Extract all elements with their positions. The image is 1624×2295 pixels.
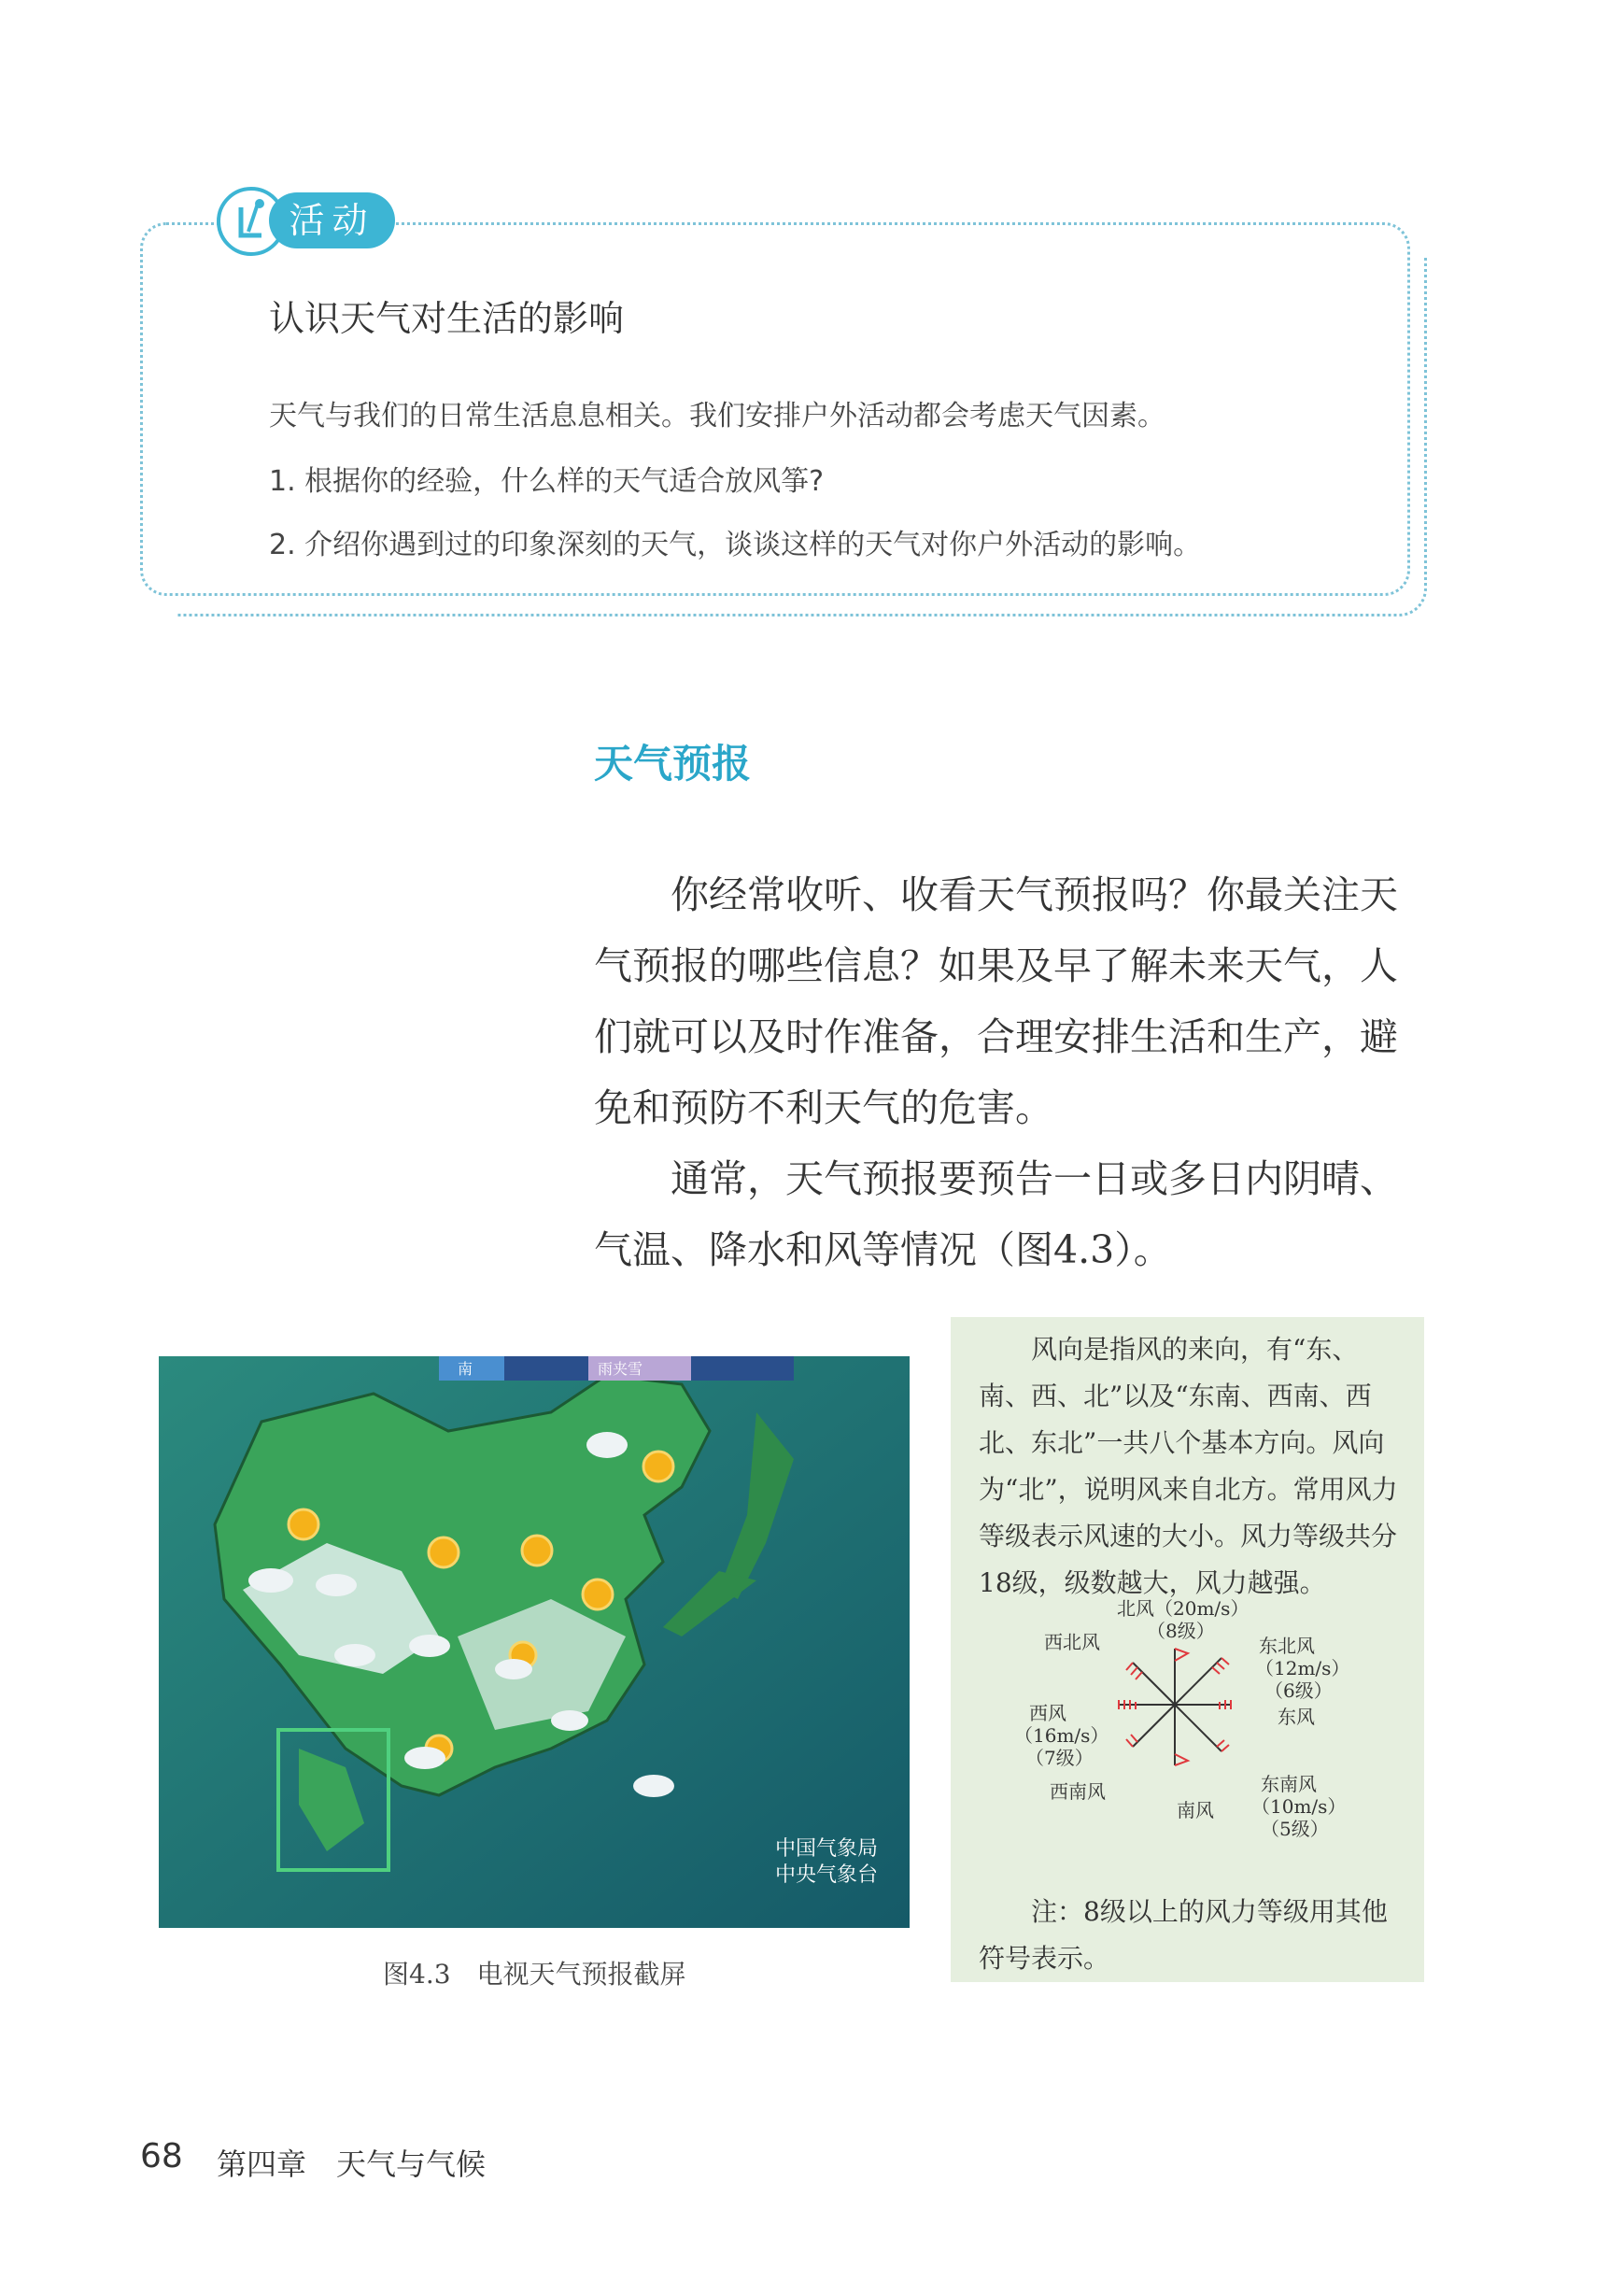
activity-badge-label: 活动	[269, 192, 395, 248]
map-logo-line-1: 中国气象局	[775, 1837, 879, 1861]
wind-label-northeast-speed: （12m/s）	[1255, 1657, 1350, 1679]
activity-question-2: 2. 介绍你遇到过的印象深刻的天气，谈谈这样的天气对你户外活动的影响。	[269, 529, 1202, 561]
wind-label-northeast: 东北风	[1259, 1635, 1315, 1657]
activity-intro: 天气与我们的日常生活息息相关。我们安排户外活动都会考虑天气因素。	[269, 400, 1165, 432]
wind-direction-diagram	[1091, 1625, 1259, 1784]
wind-label-northwest: 西北风	[1044, 1631, 1100, 1653]
wind-label-southeast-level: （5级）	[1261, 1818, 1329, 1840]
wind-label-west-level: （7级）	[1025, 1747, 1094, 1769]
wind-note-footnote: 注：8级以上的风力等级用其他符号表示。	[979, 1896, 1388, 1974]
wind-label-west-speed: （16m/s）	[1014, 1724, 1109, 1747]
page-number: 68	[140, 2137, 183, 2175]
wind-label-north: 北风（20m/s）	[1117, 1597, 1250, 1620]
wind-label-north-level: （8级）	[1147, 1620, 1215, 1642]
wind-note-text: 风向是指风的来向，有“东、南、西、北”以及“东南、西南、西北、东北”一共八个基本方向。风向为“北”，说明风来自北方。常用风力等级表示风速的大小。风力等级共分18级，级数越大，风力越强。	[979, 1334, 1398, 1598]
map-legend-label-2: 雨夹雪	[598, 1360, 643, 1378]
map-legend-label-1: 南	[458, 1360, 473, 1378]
body-paragraph-1: 你经常收听、收看天气预报吗？你最关注天气预报的哪些信息？如果及早了解未来天气，人们就可以及时作准备，合理安排生活和生产，避免和预防不利天气的危害。	[594, 872, 1398, 1130]
wind-label-southeast-speed: （10m/s）	[1251, 1795, 1347, 1818]
section-title: 天气预报	[594, 741, 752, 786]
wind-label-east: 东风	[1278, 1706, 1315, 1728]
chapter-title: 第四章 天气与气候	[217, 2146, 487, 2182]
body-paragraph-2: 通常，天气预报要预告一日或多日内阴晴、气温、降水和风等情况（图4.3）。	[594, 1156, 1398, 1272]
wind-note-panel	[951, 1317, 1424, 1982]
figure-caption: 图4.3 电视天气预报截屏	[383, 1959, 686, 1990]
wind-label-south: 南风	[1177, 1799, 1214, 1821]
wind-label-northeast-level: （6级）	[1264, 1679, 1333, 1702]
activity-badge	[217, 187, 394, 248]
wind-label-southeast: 东南风	[1261, 1773, 1317, 1795]
activity-title: 认识天气对生活的影响	[269, 298, 625, 339]
weather-map-image	[159, 1356, 910, 1928]
wind-label-southwest: 西南风	[1050, 1780, 1106, 1803]
wind-label-west: 西风	[1029, 1702, 1066, 1724]
map-logo-line-2: 中央气象台	[775, 1863, 879, 1887]
activity-question-1: 1. 根据你的经验，什么样的天气适合放风筝?	[269, 465, 825, 498]
